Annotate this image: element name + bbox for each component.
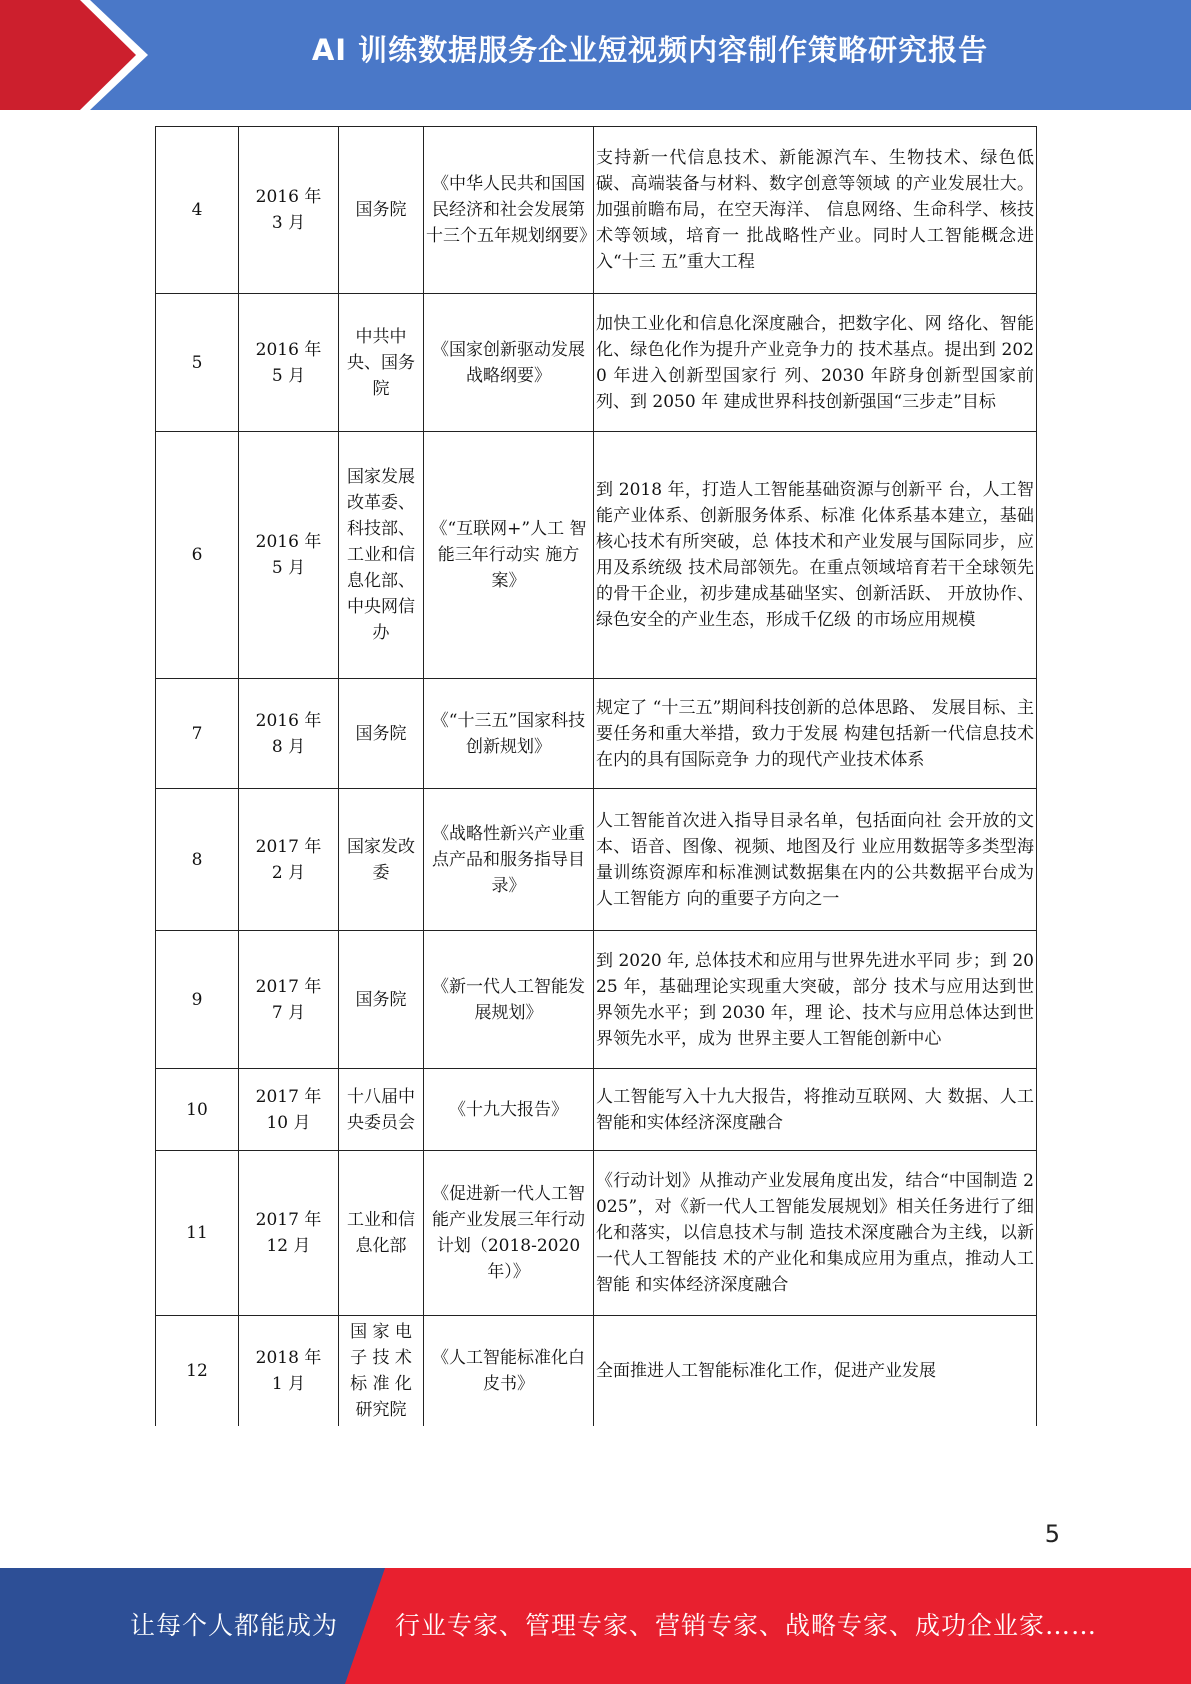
row-issuer: 国务院 (339, 931, 424, 1069)
table-row (156, 789, 1037, 931)
row-document: 《国家创新驱动发展战略纲要》 (424, 294, 594, 432)
row-issuer: 国务院 (339, 127, 424, 294)
page-footer (0, 1568, 1191, 1684)
row-document: 《“互联网+”人工 智能三年行动实 施方案》 (424, 432, 594, 679)
row-content: 支持新一代信息技术、新能源汽车、生物技术、绿色低碳、高端装备与材料、数字创意等领域 的产业发展壮大。加强前瞻布局，在空天海洋、 信息网络、生命科学、核技术等领域，培育一 批战略性产业。同时人工智能概念进入“十三 五”重大工程 (594, 127, 1037, 294)
row-number: 8 (156, 789, 239, 931)
row-document: 《中华人民共和国国民经济和社会发展第十三个五年规划纲要》 (424, 127, 594, 294)
row-issuer: 国家发展改革委、科技部、工业和信息化部、中央网信办 (339, 432, 424, 679)
row-date: 2016 年 5 月 (239, 432, 339, 679)
row-number: 4 (156, 127, 239, 294)
table-row (156, 127, 1037, 294)
page-header (0, 0, 1191, 110)
report-title: AI 训练数据服务企业短视频内容制作策略研究报告 (311, 33, 989, 67)
row-issuer: 中共中央、国务院 (339, 294, 424, 432)
row-issuer: 国家发改委 (339, 789, 424, 931)
row-document: 《促进新一代人工智能产业发展三年行动计划（2018-2020 年）》 (424, 1151, 594, 1316)
row-document: 《战略性新兴产业重点产品和服务指导目录》 (424, 789, 594, 931)
table-row (156, 294, 1037, 432)
row-issuer: 国 家 电 子 技 术 标 准 化 研究院 (339, 1316, 424, 1426)
row-date: 2017 年 12 月 (239, 1151, 339, 1316)
row-date: 2017 年 2 月 (239, 789, 339, 931)
table-row (156, 1151, 1037, 1316)
row-date: 2017 年 7 月 (239, 931, 339, 1069)
row-number: 11 (156, 1151, 239, 1316)
page-number: 5 (1044, 1520, 1060, 1548)
table-row (156, 931, 1037, 1069)
row-number: 5 (156, 294, 239, 432)
row-number: 10 (156, 1069, 239, 1151)
table-row (156, 679, 1037, 789)
row-date: 2016 年 3 月 (239, 127, 339, 294)
row-document: 《人工智能标准化白皮书》 (424, 1316, 594, 1426)
table-row (156, 1316, 1037, 1426)
row-issuer: 十八届中央委员会 (339, 1069, 424, 1151)
footer-slogan-right: 行业专家、管理专家、营销专家、战略专家、成功企业家…… (395, 1611, 1098, 1640)
row-document: 《十九大报告》 (424, 1069, 594, 1151)
row-date: 2016 年 8 月 (239, 679, 339, 789)
row-issuer: 国务院 (339, 679, 424, 789)
row-content: 人工智能首次进入指导目录名单，包括面向社 会开放的文本、语音、图像、视频、地图及行 业应用数据等多类型海量训练资源库和标准测试数据集在内的公共数据平台成为人工智能方 向的重要子方向之一 (594, 789, 1037, 931)
row-issuer: 工业和信息化部 (339, 1151, 424, 1316)
row-content: 人工智能写入十九大报告，将推动互联网、大 数据、人工智能和实体经济深度融合 (594, 1069, 1037, 1151)
table-row (156, 1069, 1037, 1151)
row-date: 2016 年 5 月 (239, 294, 339, 432)
table-row (156, 432, 1037, 679)
row-content: 到 2018 年，打造人工智能基础资源与创新平 台，人工智能产业体系、创新服务体系、标准 化体系基本建立，基础核心技术有所突破，总 体技术和产业发展与国际同步，应用及系统级 技术局部领先。在重点领域培育若干全球领先 的骨干企业，初步建成基础坚实、创新活跃、 开放协作、绿色安全的产业生态，形成千亿级 的市场应用规模 (594, 432, 1037, 679)
row-number: 12 (156, 1316, 239, 1426)
row-number: 7 (156, 679, 239, 789)
row-content: 加快工业化和信息化深度融合，把数字化、网 络化、智能化、绿色化作为提升产业竞争力的 技术基点。提出到 2020 年进入创新型国家行 列、2030 年跻身创新型国家前列、到 2050 年 建成世界科技创新强国“三步走”目标 (594, 294, 1037, 432)
footer-slogan-left: 让每个人都能成为 (130, 1611, 339, 1640)
row-date: 2018 年 1 月 (239, 1316, 339, 1426)
policy-table (155, 126, 1037, 1426)
row-content: 《行动计划》从推动产业发展角度出发，结合“中国制造 2025”，对《新一代人工智能发展规划》相关任务进行了细化和落实，以信息技术与制 造技术深度融合为主线，以新一代人工智能技 术的产业化和集成应用为重点，推动人工智能 和实体经济深度融合 (594, 1151, 1037, 1316)
row-content: 到 2020 年, 总体技术和应用与世界先进水平同 步；到 2025 年，基础理论实现重大突破，部分 技术与应用达到世界领先水平；到 2030 年，理 论、技术与应用总体达到世界领先水平，成为 世界主要人工智能创新中心 (594, 931, 1037, 1069)
row-number: 6 (156, 432, 239, 679)
row-date: 2017 年 10 月 (239, 1069, 339, 1151)
row-document: 《新一代人工智能发展规划》 (424, 931, 594, 1069)
row-content: 规定了 “十三五”期间科技创新的总体思路、 发展目标、主要任务和重大举措，致力于发展 构建包括新一代信息技术在内的具有国际竞争 力的现代产业技术体系 (594, 679, 1037, 789)
row-content: 全面推进人工智能标准化工作，促进产业发展 (594, 1316, 1037, 1426)
row-number: 9 (156, 931, 239, 1069)
row-document: 《“十三五”国家科技创新规划》 (424, 679, 594, 789)
